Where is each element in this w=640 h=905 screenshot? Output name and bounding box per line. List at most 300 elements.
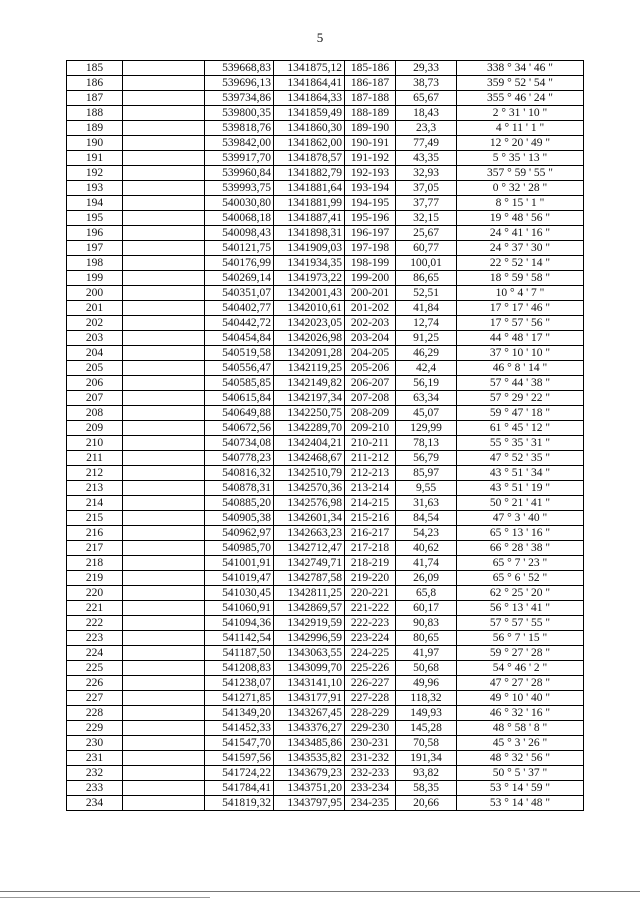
- cell-segment: 189-190: [345, 121, 396, 136]
- cell-coord-y: 1343535,82: [274, 751, 345, 766]
- table-row: [67, 301, 584, 316]
- cell-bearing: 54 ° 46 ' 2 ": [457, 661, 584, 676]
- cell-blank-cell: [123, 661, 205, 676]
- cell-bearing: 55 ° 35 ' 31 ": [457, 436, 584, 451]
- table-row: [67, 406, 584, 421]
- cell-blank-cell: [123, 721, 205, 736]
- cell-bearing: 65 ° 7 ' 23 ": [457, 556, 584, 571]
- cell-coord-x: 540269,14: [205, 271, 274, 286]
- table-row: [67, 211, 584, 226]
- cell-bearing: 4 ° 11 ' 1 ": [457, 121, 584, 136]
- cell-bearing: 0 ° 32 ' 28 ": [457, 181, 584, 196]
- table-row: [67, 91, 584, 106]
- cell-distance: 31,63: [396, 496, 457, 511]
- cell-point-number: 185: [67, 61, 123, 76]
- cell-bearing: 44 ° 48 ' 17 ": [457, 331, 584, 346]
- cell-point-number: 207: [67, 391, 123, 406]
- table-row: [67, 151, 584, 166]
- cell-coord-y: 1341898,31: [274, 226, 345, 241]
- cell-coord-y: 1342712,47: [274, 541, 345, 556]
- cell-point-number: 220: [67, 586, 123, 601]
- cell-segment: 211-212: [345, 451, 396, 466]
- cell-coord-x: 540121,75: [205, 241, 274, 256]
- cell-blank-cell: [123, 346, 205, 361]
- cell-point-number: 231: [67, 751, 123, 766]
- cell-segment: 233-234: [345, 781, 396, 796]
- table-row: [67, 76, 584, 91]
- cell-point-number: 190: [67, 136, 123, 151]
- cell-point-number: 202: [67, 316, 123, 331]
- cell-point-number: 222: [67, 616, 123, 631]
- cell-bearing: 24 ° 41 ' 16 ": [457, 226, 584, 241]
- cell-coord-y: 1342026,98: [274, 331, 345, 346]
- cell-coord-x: 540985,70: [205, 541, 274, 556]
- cell-point-number: 233: [67, 781, 123, 796]
- cell-coord-y: 1342001,43: [274, 286, 345, 301]
- cell-bearing: 50 ° 21 ' 41 ": [457, 496, 584, 511]
- cell-distance: 129,99: [396, 421, 457, 436]
- table-row: [67, 466, 584, 481]
- cell-bearing: 46 ° 32 ' 16 ": [457, 706, 584, 721]
- cell-coord-x: 541001,91: [205, 556, 274, 571]
- cell-coord-x: 540519,58: [205, 346, 274, 361]
- cell-coord-x: 540176,99: [205, 256, 274, 271]
- table-row: [67, 181, 584, 196]
- table-row: [67, 136, 584, 151]
- cell-segment: 229-230: [345, 721, 396, 736]
- cell-distance: 12,74: [396, 316, 457, 331]
- table-row: [67, 241, 584, 256]
- cell-distance: 85,97: [396, 466, 457, 481]
- cell-distance: 118,32: [396, 691, 457, 706]
- cell-blank-cell: [123, 376, 205, 391]
- cell-coord-y: 1342787,58: [274, 571, 345, 586]
- table-row: [67, 451, 584, 466]
- cell-distance: 43,35: [396, 151, 457, 166]
- table-row: [67, 376, 584, 391]
- cell-blank-cell: [123, 796, 205, 811]
- cell-segment: 202-203: [345, 316, 396, 331]
- cell-segment: 219-220: [345, 571, 396, 586]
- cell-segment: 225-226: [345, 661, 396, 676]
- table-row: [67, 106, 584, 121]
- cell-coord-y: 1341881,99: [274, 196, 345, 211]
- cell-bearing: 48 ° 32 ' 56 ": [457, 751, 584, 766]
- cell-blank-cell: [123, 61, 205, 76]
- cell-point-number: 215: [67, 511, 123, 526]
- cell-blank-cell: [123, 436, 205, 451]
- table-row: [67, 166, 584, 181]
- footer-divider: [0, 891, 640, 892]
- table-row: [67, 331, 584, 346]
- cell-point-number: 227: [67, 691, 123, 706]
- cell-coord-y: 1341875,12: [274, 61, 345, 76]
- cell-coord-y: 1343063,55: [274, 646, 345, 661]
- table-row: [67, 226, 584, 241]
- cell-point-number: 188: [67, 106, 123, 121]
- cell-point-number: 197: [67, 241, 123, 256]
- cell-coord-y: 1342510,79: [274, 466, 345, 481]
- cell-point-number: 209: [67, 421, 123, 436]
- cell-bearing: 61 ° 45 ' 12 ": [457, 421, 584, 436]
- table-row: [67, 556, 584, 571]
- cell-blank-cell: [123, 406, 205, 421]
- cell-coord-y: 1341881,64: [274, 181, 345, 196]
- cell-distance: 23,3: [396, 121, 457, 136]
- cell-segment: 201-202: [345, 301, 396, 316]
- cell-blank-cell: [123, 481, 205, 496]
- cell-blank-cell: [123, 601, 205, 616]
- cell-coord-y: 1341887,41: [274, 211, 345, 226]
- cell-coord-x: 540885,20: [205, 496, 274, 511]
- table-row: [67, 721, 584, 736]
- cell-coord-x: 539917,70: [205, 151, 274, 166]
- cell-blank-cell: [123, 121, 205, 136]
- cell-point-number: 191: [67, 151, 123, 166]
- cell-coord-y: 1342023,05: [274, 316, 345, 331]
- cell-coord-x: 540068,18: [205, 211, 274, 226]
- cell-bearing: 47 ° 27 ' 28 ": [457, 676, 584, 691]
- cell-blank-cell: [123, 556, 205, 571]
- cell-coord-y: 1342250,75: [274, 406, 345, 421]
- cell-distance: 65,8: [396, 586, 457, 601]
- cell-distance: 70,58: [396, 736, 457, 751]
- cell-distance: 84,54: [396, 511, 457, 526]
- cell-bearing: 10 ° 4 ' 7 ": [457, 286, 584, 301]
- cell-coord-y: 1342869,57: [274, 601, 345, 616]
- cell-point-number: 198: [67, 256, 123, 271]
- table-row: [67, 631, 584, 646]
- cell-segment: 203-204: [345, 331, 396, 346]
- cell-coord-x: 540734,08: [205, 436, 274, 451]
- cell-distance: 65,67: [396, 91, 457, 106]
- cell-bearing: 17 ° 57 ' 56 ": [457, 316, 584, 331]
- cell-coord-x: 541271,85: [205, 691, 274, 706]
- cell-distance: 78,13: [396, 436, 457, 451]
- table-row: [67, 196, 584, 211]
- cell-blank-cell: [123, 586, 205, 601]
- cell-coord-x: 540816,32: [205, 466, 274, 481]
- cell-bearing: 59 ° 47 ' 18 ": [457, 406, 584, 421]
- cell-coord-x: 541452,33: [205, 721, 274, 736]
- cell-point-number: 193: [67, 181, 123, 196]
- cell-point-number: 196: [67, 226, 123, 241]
- cell-coord-x: 539960,84: [205, 166, 274, 181]
- cell-segment: 221-222: [345, 601, 396, 616]
- cell-blank-cell: [123, 316, 205, 331]
- cell-coord-y: 1341859,49: [274, 106, 345, 121]
- cell-blank-cell: [123, 301, 205, 316]
- cell-distance: 86,65: [396, 271, 457, 286]
- cell-segment: 204-205: [345, 346, 396, 361]
- cell-point-number: 200: [67, 286, 123, 301]
- cell-blank-cell: [123, 226, 205, 241]
- cell-coord-y: 1341862,00: [274, 136, 345, 151]
- cell-bearing: 37 ° 10 ' 10 ": [457, 346, 584, 361]
- cell-coord-x: 540556,47: [205, 361, 274, 376]
- cell-coord-y: 1342996,59: [274, 631, 345, 646]
- cell-segment: 230-231: [345, 736, 396, 751]
- cell-coord-y: 1341882,79: [274, 166, 345, 181]
- cell-segment: 234-235: [345, 796, 396, 811]
- cell-point-number: 204: [67, 346, 123, 361]
- table-row: [67, 511, 584, 526]
- cell-point-number: 203: [67, 331, 123, 346]
- cell-blank-cell: [123, 736, 205, 751]
- cell-point-number: 189: [67, 121, 123, 136]
- cell-blank-cell: [123, 421, 205, 436]
- table-row: [67, 481, 584, 496]
- cell-blank-cell: [123, 331, 205, 346]
- cell-point-number: 234: [67, 796, 123, 811]
- cell-coord-x: 541142,54: [205, 631, 274, 646]
- cell-coord-x: 541349,20: [205, 706, 274, 721]
- cell-blank-cell: [123, 541, 205, 556]
- cell-coord-x: 540351,07: [205, 286, 274, 301]
- cell-distance: 37,05: [396, 181, 457, 196]
- cell-blank-cell: [123, 691, 205, 706]
- cell-point-number: 224: [67, 646, 123, 661]
- cell-coord-y: 1343177,91: [274, 691, 345, 706]
- table-row: [67, 526, 584, 541]
- cell-coord-y: 1341934,35: [274, 256, 345, 271]
- cell-coord-y: 1342749,71: [274, 556, 345, 571]
- table-row: [67, 676, 584, 691]
- table-row: [67, 316, 584, 331]
- cell-distance: 60,77: [396, 241, 457, 256]
- table-row: [67, 736, 584, 751]
- table-row: [67, 286, 584, 301]
- cell-distance: 93,82: [396, 766, 457, 781]
- cell-coord-x: 540962,97: [205, 526, 274, 541]
- cell-coord-y: 1342091,28: [274, 346, 345, 361]
- cell-coord-y: 1343797,95: [274, 796, 345, 811]
- cell-bearing: 65 ° 6 ' 52 ": [457, 571, 584, 586]
- cell-coord-x: 541208,83: [205, 661, 274, 676]
- cell-distance: 52,51: [396, 286, 457, 301]
- cell-distance: 50,68: [396, 661, 457, 676]
- cell-point-number: 214: [67, 496, 123, 511]
- cell-distance: 46,29: [396, 346, 457, 361]
- cell-point-number: 205: [67, 361, 123, 376]
- cell-distance: 9,55: [396, 481, 457, 496]
- cell-blank-cell: [123, 466, 205, 481]
- cell-bearing: 18 ° 59 ' 58 ": [457, 271, 584, 286]
- cell-point-number: 208: [67, 406, 123, 421]
- cell-point-number: 201: [67, 301, 123, 316]
- cell-distance: 32,15: [396, 211, 457, 226]
- cell-distance: 80,65: [396, 631, 457, 646]
- cell-coord-y: 1341864,33: [274, 91, 345, 106]
- cell-segment: 185-186: [345, 61, 396, 76]
- cell-bearing: 17 ° 17 ' 46 ": [457, 301, 584, 316]
- cell-blank-cell: [123, 496, 205, 511]
- table-row: [67, 796, 584, 811]
- cell-coord-x: 541019,47: [205, 571, 274, 586]
- cell-distance: 26,09: [396, 571, 457, 586]
- cell-blank-cell: [123, 151, 205, 166]
- cell-distance: 91,25: [396, 331, 457, 346]
- cell-segment: 228-229: [345, 706, 396, 721]
- cell-bearing: 56 ° 13 ' 41 ": [457, 601, 584, 616]
- cell-coord-x: 539818,76: [205, 121, 274, 136]
- cell-coord-x: 539800,35: [205, 106, 274, 121]
- cell-coord-x: 541547,70: [205, 736, 274, 751]
- cell-bearing: 65 ° 13 ' 16 ": [457, 526, 584, 541]
- cell-coord-x: 541724,22: [205, 766, 274, 781]
- cell-segment: 197-198: [345, 241, 396, 256]
- cell-bearing: 43 ° 51 ' 34 ": [457, 466, 584, 481]
- cell-bearing: 53 ° 14 ' 59 ": [457, 781, 584, 796]
- table-row: [67, 391, 584, 406]
- cell-coord-y: 1342811,25: [274, 586, 345, 601]
- cell-coord-x: 541238,07: [205, 676, 274, 691]
- table-row: [67, 616, 584, 631]
- table-row: [67, 496, 584, 511]
- cell-point-number: 218: [67, 556, 123, 571]
- cell-blank-cell: [123, 271, 205, 286]
- cell-blank-cell: [123, 211, 205, 226]
- cell-segment: 224-225: [345, 646, 396, 661]
- cell-segment: 222-223: [345, 616, 396, 631]
- cell-blank-cell: [123, 631, 205, 646]
- table-row: [67, 571, 584, 586]
- cell-point-number: 199: [67, 271, 123, 286]
- cell-coord-x: 540649,88: [205, 406, 274, 421]
- cell-blank-cell: [123, 646, 205, 661]
- cell-bearing: 12 ° 20 ' 49 ": [457, 136, 584, 151]
- cell-coord-y: 1343485,86: [274, 736, 345, 751]
- cell-bearing: 50 ° 5 ' 37 ": [457, 766, 584, 781]
- cell-point-number: 229: [67, 721, 123, 736]
- cell-coord-x: 540454,84: [205, 331, 274, 346]
- cell-bearing: 357 ° 59 ' 55 ": [457, 166, 584, 181]
- cell-bearing: 45 ° 3 ' 26 ": [457, 736, 584, 751]
- cell-segment: 199-200: [345, 271, 396, 286]
- cell-coord-y: 1343141,10: [274, 676, 345, 691]
- cell-distance: 32,93: [396, 166, 457, 181]
- cell-coord-y: 1341973,22: [274, 271, 345, 286]
- page-number: 5: [316, 30, 324, 45]
- cell-bearing: 359 ° 52 ' 54 ": [457, 76, 584, 91]
- table-row: [67, 586, 584, 601]
- table-row: [67, 61, 584, 76]
- cell-segment: 186-187: [345, 76, 396, 91]
- cell-coord-y: 1342119,25: [274, 361, 345, 376]
- cell-blank-cell: [123, 76, 205, 91]
- cell-bearing: 57 ° 29 ' 22 ": [457, 391, 584, 406]
- table-row: [67, 541, 584, 556]
- cell-coord-y: 1342010,61: [274, 301, 345, 316]
- cell-distance: 20,66: [396, 796, 457, 811]
- cell-point-number: 216: [67, 526, 123, 541]
- cell-distance: 37,77: [396, 196, 457, 211]
- cell-coord-y: 1342576,98: [274, 496, 345, 511]
- cell-segment: 188-189: [345, 106, 396, 121]
- cell-segment: 198-199: [345, 256, 396, 271]
- cell-coord-y: 1342404,21: [274, 436, 345, 451]
- cell-point-number: 206: [67, 376, 123, 391]
- cell-coord-y: 1341860,30: [274, 121, 345, 136]
- cell-blank-cell: [123, 766, 205, 781]
- cell-coord-x: 541094,36: [205, 616, 274, 631]
- cell-coord-x: 540585,85: [205, 376, 274, 391]
- cell-distance: 42,4: [396, 361, 457, 376]
- cell-blank-cell: [123, 706, 205, 721]
- cell-coord-y: 1342601,34: [274, 511, 345, 526]
- cell-coord-x: 540672,56: [205, 421, 274, 436]
- cell-distance: 45,07: [396, 406, 457, 421]
- table-body: [67, 61, 584, 811]
- cell-point-number: 195: [67, 211, 123, 226]
- cell-bearing: 48 ° 58 ' 8 ": [457, 721, 584, 736]
- cell-segment: 215-216: [345, 511, 396, 526]
- cell-bearing: 59 ° 27 ' 28 ": [457, 646, 584, 661]
- cell-point-number: 212: [67, 466, 123, 481]
- cell-coord-x: 539668,83: [205, 61, 274, 76]
- cell-distance: 60,17: [396, 601, 457, 616]
- cell-distance: 63,34: [396, 391, 457, 406]
- cell-segment: 216-217: [345, 526, 396, 541]
- cell-segment: 218-219: [345, 556, 396, 571]
- cell-distance: 90,83: [396, 616, 457, 631]
- cell-blank-cell: [123, 616, 205, 631]
- cell-coord-x: 541060,91: [205, 601, 274, 616]
- cell-distance: 58,35: [396, 781, 457, 796]
- cell-blank-cell: [123, 106, 205, 121]
- cell-coord-y: 1342149,82: [274, 376, 345, 391]
- cell-segment: 212-213: [345, 466, 396, 481]
- cell-distance: 56,79: [396, 451, 457, 466]
- cell-segment: 196-197: [345, 226, 396, 241]
- cell-bearing: 66 ° 28 ' 38 ": [457, 541, 584, 556]
- cell-coord-x: 540615,84: [205, 391, 274, 406]
- cell-segment: 193-194: [345, 181, 396, 196]
- cell-coord-x: 541784,41: [205, 781, 274, 796]
- cell-segment: 214-215: [345, 496, 396, 511]
- cell-blank-cell: [123, 571, 205, 586]
- cell-point-number: 187: [67, 91, 123, 106]
- cell-blank-cell: [123, 751, 205, 766]
- cell-distance: 41,74: [396, 556, 457, 571]
- cell-coord-y: 1342570,36: [274, 481, 345, 496]
- cell-distance: 49,96: [396, 676, 457, 691]
- cell-bearing: 62 ° 25 ' 20 ": [457, 586, 584, 601]
- cell-coord-x: 541030,45: [205, 586, 274, 601]
- cell-blank-cell: [123, 256, 205, 271]
- table-row: [67, 661, 584, 676]
- cell-blank-cell: [123, 781, 205, 796]
- cell-point-number: 213: [67, 481, 123, 496]
- cell-distance: 29,33: [396, 61, 457, 76]
- cell-segment: 194-195: [345, 196, 396, 211]
- cell-point-number: 210: [67, 436, 123, 451]
- cell-coord-x: 539734,86: [205, 91, 274, 106]
- cell-bearing: 43 ° 51 ' 19 ": [457, 481, 584, 496]
- cell-distance: 56,19: [396, 376, 457, 391]
- table-row: [67, 346, 584, 361]
- table-row: [67, 601, 584, 616]
- cell-distance: 54,23: [396, 526, 457, 541]
- table-row: [67, 751, 584, 766]
- cell-blank-cell: [123, 391, 205, 406]
- cell-blank-cell: [123, 676, 205, 691]
- table-row: [67, 781, 584, 796]
- cell-segment: 205-206: [345, 361, 396, 376]
- cell-blank-cell: [123, 451, 205, 466]
- cell-distance: 18,43: [396, 106, 457, 121]
- cell-point-number: 230: [67, 736, 123, 751]
